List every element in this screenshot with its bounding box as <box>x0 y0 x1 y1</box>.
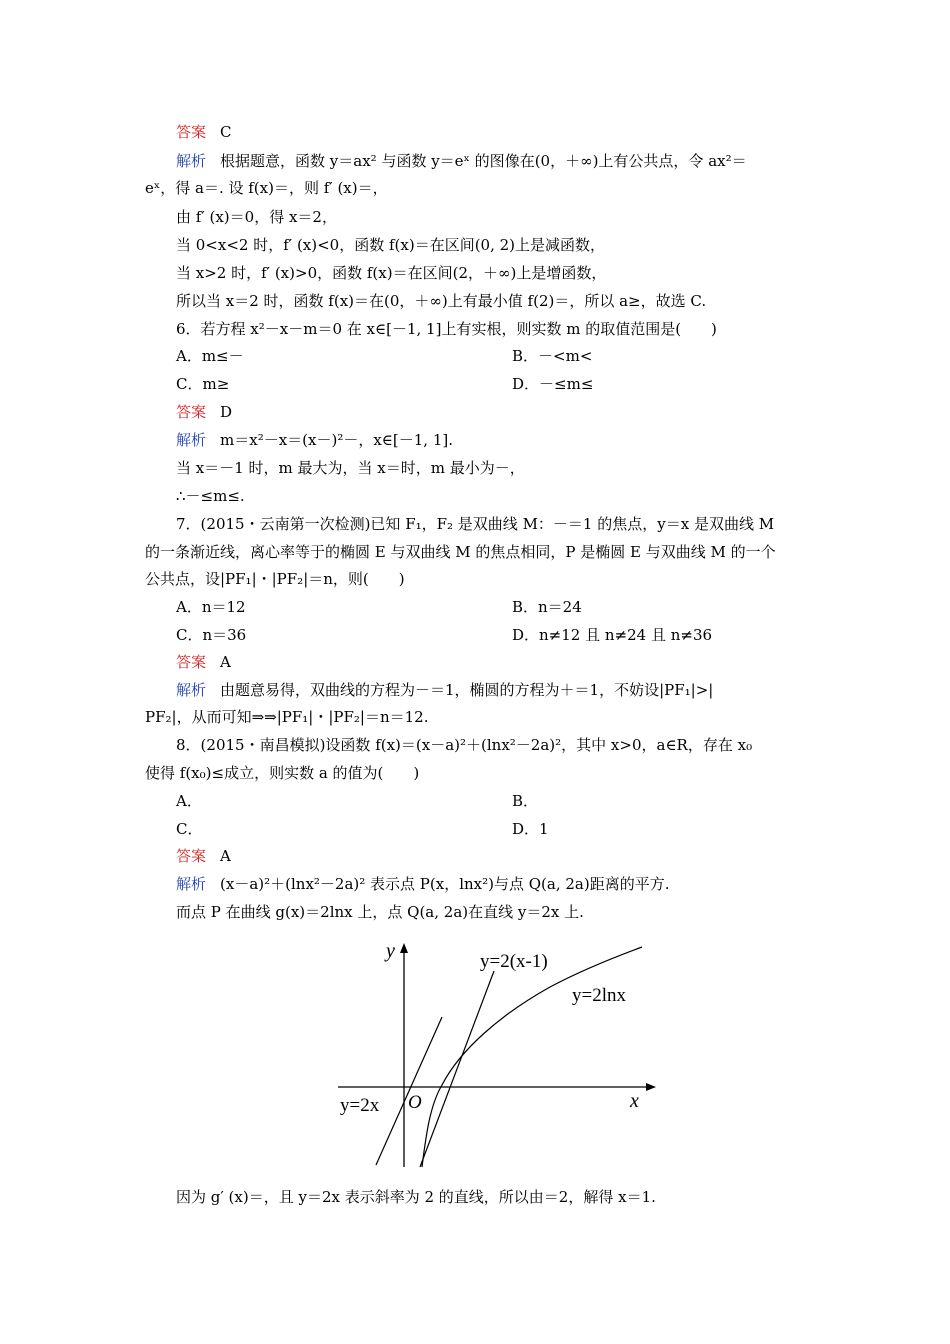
x-axis-label: x <box>630 1090 639 1112</box>
line-tangent <box>420 971 494 1167</box>
analysis-line <box>176 873 670 895</box>
line-label: y=2x <box>340 1095 380 1116</box>
analysis-label: 解析 <box>176 875 207 893</box>
answer-value: A <box>220 847 231 865</box>
option-b: B．－<m< <box>512 347 593 365</box>
text-line: 的一条渐近线，离心率等于的椭圆 E 与双曲线 M 的焦点相同，P 是椭圆 E 与双曲线 M 的一个 <box>145 543 776 561</box>
option-d: D．n≠12 且 n≠24 且 n≠36 <box>512 626 713 644</box>
analysis-label: 解析 <box>176 152 207 170</box>
text-line: 当 x＝－1 时，m 最大为，当 x＝时，m 最小为－， <box>176 459 525 477</box>
curve-label: y=2lnx <box>572 985 626 1006</box>
option-a: A．m≤－ <box>176 347 244 365</box>
answer-value: D <box>220 403 233 421</box>
y-axis-arrow <box>400 943 408 953</box>
text-line: ∴－≤m≤. <box>176 487 245 505</box>
answer-label: 答案 <box>176 123 207 141</box>
analysis-text: 根据题意，函数 y＝ax² 与函数 y＝eˣ 的图像在(0，＋∞)上有公共点，令 ax²＝ <box>220 152 747 170</box>
answer-label: 答案 <box>176 847 207 865</box>
text-line: 所以当 x＝2 时，函数 f(x)＝在(0，＋∞)上有最小值 f(2)＝，所以 a≥，故选 C. <box>176 292 707 310</box>
option-b: B．n＝24 <box>512 598 582 616</box>
analysis-line <box>176 429 453 451</box>
question-8: 8．(2015・南昌模拟)设函数 f(x)＝(x－a)²＋(lnx²－2a)²，其中 x>0，a∈R，存在 x₀ <box>176 736 753 754</box>
option-d: D．1 <box>512 820 549 838</box>
curve-2lnx <box>422 947 642 1167</box>
text-line: 当 x>2 时，f′ (x)>0，函数 f(x)＝在区间(2，＋∞)上是增函数， <box>176 264 607 282</box>
y-axis-label: y <box>386 940 395 962</box>
option-a: A．n＝12 <box>176 598 246 616</box>
answer-line <box>176 845 231 867</box>
text-line: 而点 P 在曲线 g(x)＝2lnx 上，点 Q(a, 2a)在直线 y＝2x 上. <box>176 903 584 921</box>
option-b: B． <box>512 792 539 810</box>
answer-value: A <box>220 653 231 671</box>
tangent-label: y=2(x-1) <box>480 951 548 972</box>
text-line: 因为 g′ (x)＝，且 y＝2x 表示斜率为 2 的直线，所以由＝2，解得 x＝1. <box>176 1188 656 1206</box>
text-line: 当 0<x<2 时，f′ (x)<0，函数 f(x)＝在区间(0, 2)上是减函数， <box>176 236 606 254</box>
answer-value: C <box>220 123 232 141</box>
analysis-label: 解析 <box>176 681 207 699</box>
text-line: eˣ，得 a＝. 设 f(x)＝，则 f′ (x)＝， <box>145 179 388 197</box>
option-c: C． <box>176 820 203 838</box>
option-c: C．n＝36 <box>176 626 247 644</box>
answer-line <box>176 121 232 143</box>
question-7: 7．(2015・云南第一次检测)已知 F₁，F₂ 是双曲线 M：－＝1 的焦点，y＝x 是双曲线 M <box>176 515 775 533</box>
text-line: 由 f′ (x)＝0，得 x＝2， <box>176 208 337 226</box>
analysis-line <box>176 679 713 701</box>
answer-line <box>176 651 231 673</box>
x-axis-arrow <box>646 1083 656 1091</box>
line-y-2x <box>376 1017 442 1165</box>
option-c: C．m≥ <box>176 375 230 393</box>
analysis-text: (x－a)²＋(lnx²－2a)² 表示点 P(x，lnx²)与点 Q(a, 2a)距离的平方. <box>220 875 670 893</box>
analysis-text: 由题意易得，双曲线的方程为－＝1，椭圆的方程为＋＝1，不妨设|PF₁|>| <box>220 681 714 699</box>
option-d: D．－≤m≤ <box>512 375 594 393</box>
text-line: 公共点，设|PF₁|・|PF₂|＝n，则( ) <box>145 570 405 588</box>
text-line: PF₂|，从而可知⇒⇒|PF₁|・|PF₂|＝n＝12. <box>145 708 429 726</box>
analysis-line <box>176 150 747 172</box>
answer-label: 答案 <box>176 653 207 671</box>
option-a: A． <box>176 792 202 810</box>
question-6: 6．若方程 x²－x－m＝0 在 x∈[－1, 1]上有实根，则实数 m 的取值范围是( ) <box>176 320 717 338</box>
function-graph-figure <box>330 935 660 1175</box>
analysis-text: m＝x²－x＝(x－)²－，x∈[－1, 1]. <box>220 431 454 449</box>
answer-label: 答案 <box>176 403 207 421</box>
analysis-label: 解析 <box>176 431 207 449</box>
text-line: 使得 f(x₀)≤成立，则实数 a 的值为( ) <box>145 764 420 782</box>
origin-label: O <box>408 1092 422 1113</box>
answer-line <box>176 401 232 423</box>
